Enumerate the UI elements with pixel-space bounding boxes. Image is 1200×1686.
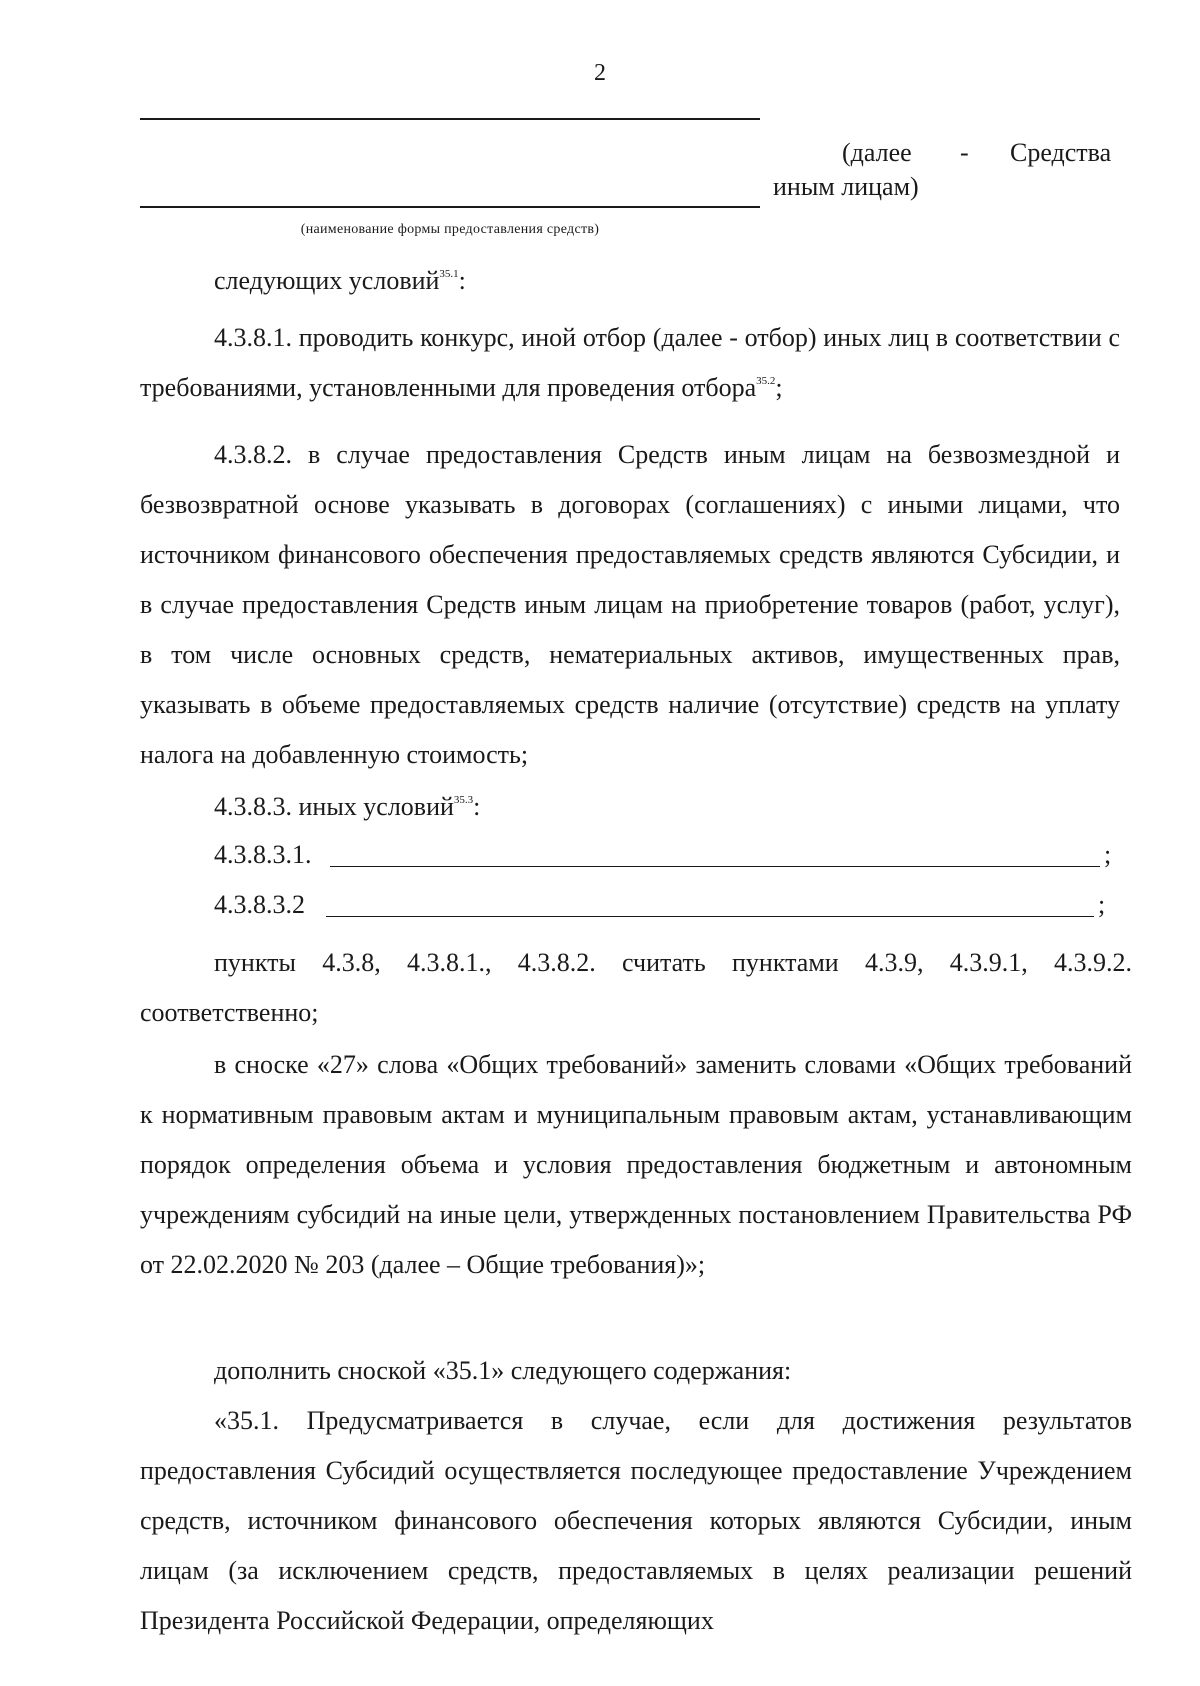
footnote-ref: 35.3 [453,794,474,806]
item-4-3-8-3-1-label: 4.3.8.3.1. [214,840,312,869]
paragraph-footnote-35-1: «35.1. Предусматривается в случае, если для достижения результатов предоставления Субсидий осуществляется последующее предоставление Учреждением средств, источником финансового обеспечения которых являются Субсидии, иным лицам (за исключением средств, предоставляемых в целях реализации решений Президента Российской Федерации, определяющих [140,1406,1132,1635]
footnote-ref: 35.1 [439,268,459,280]
paragraph-4-3-8-1-text: 4.3.8.1. проводить конкурс, иной отбор (далее - отбор) иных лиц в соответствии с требованиями, установленными для проведения отбора [140,323,1120,402]
header-right-line2: иным лицам) [773,172,919,201]
paragraph-conditions-text: следующих условий [214,266,440,295]
punct: ; [775,373,783,402]
paragraph-add-footnote: дополнить сноской «35.1» следующего содержания: [214,1356,792,1385]
paragraph-renumber: пункты 4.3.8, 4.3.8.1., 4.3.8.2. считать пунктами 4.3.9, 4.3.9.1, 4.3.9.2. соответственно; [140,948,1132,1027]
item-4-3-8-3-1-semicolon: ; [1104,840,1112,869]
header-right-dalee: (далее [842,138,912,167]
header-right-sredstva: Средства [1010,138,1112,167]
paragraph-conditions [214,256,1114,306]
paragraph-footnote-27: в сноске «27» слова «Общих требований» заменить словами «Общих требований к нормативным правовым актам и муниципальным правовым актам, устанавливающим порядок определения объема и условия предоставления бюджетным и автономным учреждениям субсидий на иные цели, утвержденных постановлением Правительства РФ от 22.02.2020 № 203 (далее – Общие требования)»; [140,1050,1132,1279]
paragraph-4-3-8-3 [214,782,1114,832]
paragraph-4-3-8-2: 4.3.8.2. в случае предоставления Средств иным лицам на безвозмездной и безвозвратной основе указывать в договорах (соглашениях) с иными лицами, что источником финансового обеспечения предоставляемых средств являются Субсидии, и в случае предоставления Средств иным лицам на приобретение товаров (работ, услуг), в том числе основных средств, нематериальных активов, имущественных прав, указывать в объеме предоставляемых средств наличие (отсутствие) средств на уплату налога на добавленную стоимость; [140,440,1120,769]
punct: : [458,266,466,295]
blank-line-top [140,118,760,120]
item-4-3-8-3-2-blank [326,916,1094,917]
form-caption: (наименование формы предоставления средств) [300,222,600,237]
header-right-dash: - [960,138,969,167]
paragraph-4-3-8-3-text: 4.3.8.3. иных условий [214,792,454,821]
blank-line-form [140,206,760,208]
item-4-3-8-3-1-blank [330,866,1100,867]
paragraph-4-3-8-1 [140,313,1120,413]
page-number: 2 [594,60,606,86]
item-4-3-8-3-2-label: 4.3.8.3.2 [214,890,305,919]
item-4-3-8-3-2-semicolon: ; [1098,890,1106,919]
punct: : [473,792,481,821]
footnote-ref: 35.2 [756,375,776,387]
